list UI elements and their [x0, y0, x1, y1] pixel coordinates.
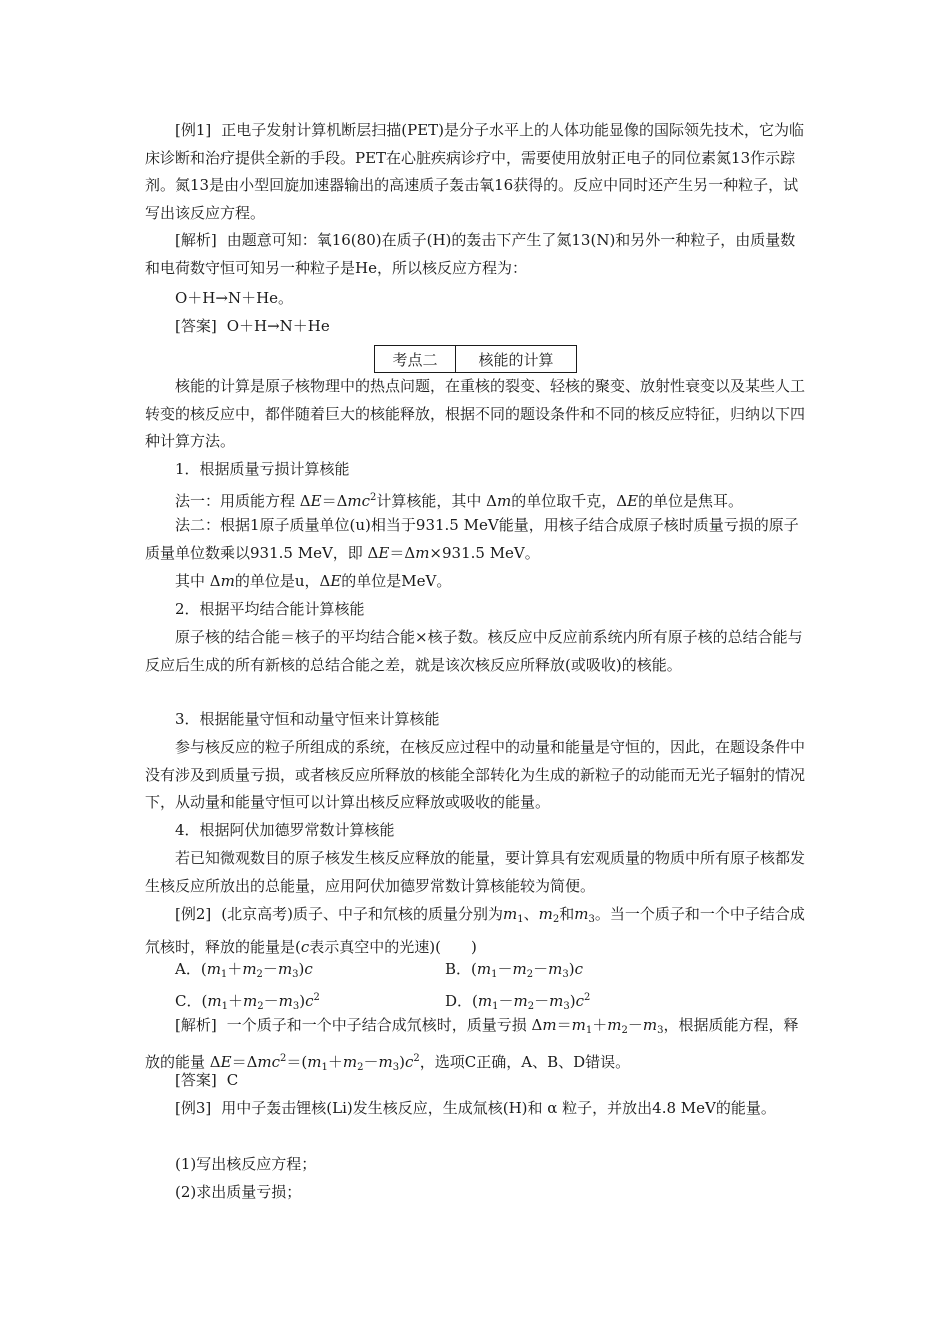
example-1-analysis-text: 由题意可知：氧16(80)在质子(H)的轰击下产生了氮13(N)和另外一种粒子，由质量数和电荷数守恒可知另一种粒子是He，所以核反应方程为： [145, 231, 796, 277]
intro-paragraph: 核能的计算是原子核物理中的热点问题，在重核的裂变、轻核的聚变、放射性衰变以及某些人工转变的核反应中，都伴随着巨大的核能释放，根据不同的题设条件和不同的核反应特征，归纳以下四种计算方法。 [145, 377, 806, 450]
example-1-text: 正电子发射计算机断层扫描(PET)是分子水平上的人体功能显像的国际领先技术，它为临床诊断和治疗提供全新的手段。PET在心脏疾病诊疗中，需要使用放射正电子的同位素氮13作示踪剂。氮13是由小型回旋加速器输出的高速质子轰击氧16获得的。反应中同时还产生另一种粒子，试写出该反应方程。 [145, 121, 805, 222]
method-1-formula-1: 法一：用质能方程 ΔE＝Δmc$^2$计算核能，其中 Δm的单位取千克，ΔE的单位是焦耳。 [175, 492, 744, 510]
option-a: A．$(m_1+m_2-m_3)c$ [175, 960, 313, 980]
method-2-heading: 2．根据平均结合能计算核能 [175, 600, 365, 618]
method-4-heading: 4．根据阿伏加德罗常数计算核能 [175, 821, 395, 839]
example-3-question [145, 1095, 810, 1123]
answer-tag: [答案] [175, 317, 217, 335]
example-tag: [例2] [175, 905, 212, 923]
example-3-subquestion-1: (1)写出核反应方程； [175, 1155, 317, 1173]
example-2-answer [175, 1067, 238, 1095]
example-2-answer-text: C [226, 1071, 239, 1089]
option-c: C．$(m_1+m_2-m_3)c^2$ [175, 992, 320, 1012]
method-1-formula-2: 法二：根据1原子质量单位(u)相当于931.5 MeV能量，用核子结合成原子核时质量亏损的原子质量单位数乘以931.5 MeV，即 ΔE＝Δm×931.5 MeV。 [145, 516, 799, 562]
example-tag: [例1] [175, 121, 212, 139]
option-d: D．$(m_1-m_2-m_3)c^2$ [445, 992, 591, 1012]
method-4-text: 若已知微观数目的原子核发生核反应释放的能量，要计算具有宏观质量的物质中所有原子核都发生核反应所放出的总能量，应用阿伏加德罗常数计算核能较为简便。 [145, 849, 806, 895]
analysis-tag: [解析] [175, 1016, 217, 1034]
method-1-units: 其中 Δm的单位是u，ΔE的单位是MeV。 [175, 572, 452, 590]
topic-number: 考点二 [375, 346, 456, 372]
analysis-tag: [解析] [175, 231, 217, 249]
method-1-heading: 1．根据质量亏损计算核能 [175, 460, 350, 478]
method-2-text: 原子核的结合能＝核子的平均结合能×核子数。核反应中反应前系统内所有原子核的总结合能与反应后生成的所有新核的总结合能之差，就是该次核反应所释放(或吸收)的核能。 [145, 628, 803, 674]
example-3-text: 用中子轰击锂核(Li)发生核反应，生成氚核(H)和 α 粒子，并放出4.8 MeV的能量。 [221, 1099, 776, 1117]
example-1-question [145, 117, 810, 227]
method-3-heading: 3．根据能量守恒和动量守恒来计算核能 [175, 710, 440, 728]
method-3-text: 参与核反应的粒子所组成的系统，在核反应过程中的动量和能量是守恒的，因此，在题设条件中没有涉及到质量亏损，或者核反应所释放的核能全部转化为生成的新粒子的动能而无光子辐射的情况下，从动量和能量守恒可以计算出核反应释放或吸收的能量。 [145, 738, 806, 811]
example-tag: [例3] [175, 1099, 212, 1117]
topic-title: 核能的计算 [478, 350, 554, 369]
answer-tag: [答案] [175, 1071, 217, 1089]
example-2-analysis: [解析] 一个质子和一个中子结合成氘核时，质量亏损 $\Delta m=m_1+m_2-m_3$，根据质能方程，释放的能量 $\Delta E=\Delta mc^2=(m_1+m_2-m_3)c^2$，选项C正确，A、B、D错误。 [145, 1016, 799, 1073]
example-2-question: [例2] (北京高考)质子、中子和氘核的质量分别为$m_1$、$m_2$和$m_3$。当一个质子和一个中子结合成氘核时，释放的能量是(c表示真空中的光速)( ) [145, 905, 805, 956]
example-1-analysis [145, 227, 810, 282]
example-1-answer-text: O＋H→N＋He [226, 317, 330, 335]
topic-heading-box [374, 345, 577, 373]
example-3-subquestion-2: (2)求出质量亏损； [175, 1183, 302, 1201]
example-1-answer [175, 313, 330, 341]
example-1-equation: O＋H→N＋He。 [175, 289, 294, 307]
option-b: B．$(m_1-m_2-m_3)c$ [445, 960, 584, 980]
